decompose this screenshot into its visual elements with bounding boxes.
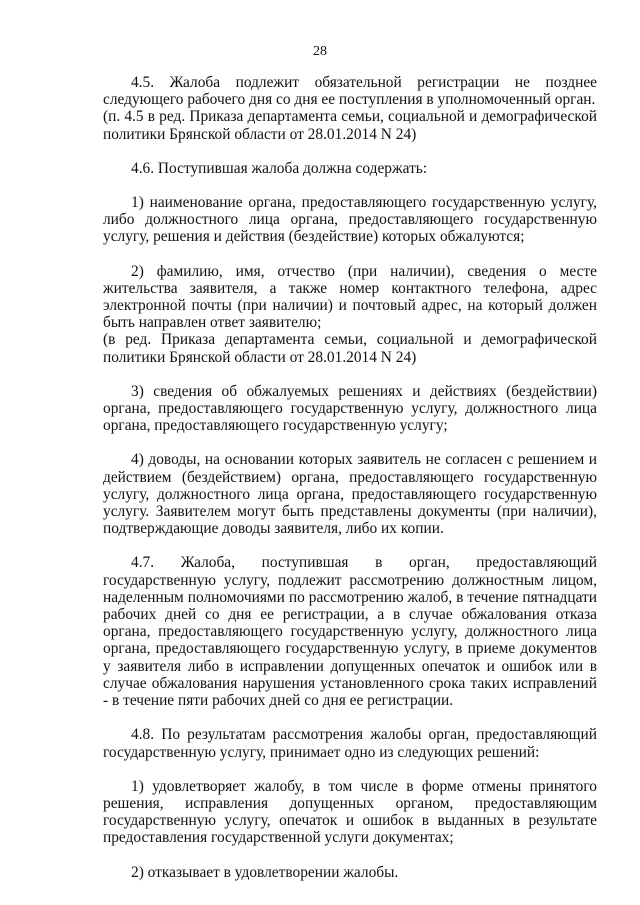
document-body <box>103 74 597 881</box>
list-item-1: 1) наименование органа, предоставляющего государственную услугу, либо должностного лица органа, предоставляющего государственную услугу, решения и действия (бездействие) которых обжалуются; <box>103 194 597 246</box>
paragraph-4-7: 4.7. Жалоба, поступившая в орган, предоставляющий государственную услугу, подлежит рассмотрению должностным лицом, наделенным полномочиями по рассмотрению жалоб, в течение пятнадцати рабочих дней со дня ее регистрации, а в случае обжалования отказа органа, предоставляющего государственную услугу, должностного лица органа, предоставляющего государственную услугу, в приеме документов у заявителя либо в исправлении допущенных опечаток и ошибок или в случае обжалования нарушения установленного срока таких исправлений - в течение пяти рабочих дней со дня ее регистрации. <box>103 554 597 710</box>
paragraph-4-6: 4.6. Поступившая жалоба должна содержать: <box>131 159 428 177</box>
amendment-note-4-5: (п. 4.5 в ред. Приказа департамента семьи, социальной и демографической политики Брянской области от 28.01.2014 N 24) <box>103 108 597 143</box>
list-item-2: 2) фамилию, имя, отчество (при наличии), сведения о месте жительства заявителя, а также номер контактного телефона, адрес электронной почты (при наличии) и почтовый адрес, на который должен быть направлен ответ заявителю; <box>103 262 597 332</box>
paragraph-4-8: 4.8. По результатам рассмотрения жалобы орган, предоставляющий государственную услугу, принимает одно из следующих решений: <box>103 726 597 761</box>
decision-item-1: 1) удовлетворяет жалобу, в том числе в форме отмены принятого решения, исправления допущенных органом, предоставляющим государственную услугу, опечаток и ошибок в выданных в результате предоставления государственной услуги документах; <box>103 777 597 847</box>
page-number: 28 <box>313 44 327 59</box>
paragraph-4-5: 4.5. Жалоба подлежит обязательной регистрации не позднее следующего рабочего дня со дня ее поступления в уполномоченный орган. <box>103 74 597 109</box>
decision-item-2: 2) отказывает в удовлетворении жалобы. <box>131 863 399 881</box>
list-item-4: 4) доводы, на основании которых заявитель не согласен с решением и действием (бездействием) органа, предоставляющего государственную услугу, должностного лица органа, предоставляющего государственную услугу. Заявителем могут быть представлены документы (при наличии), подтверждающие доводы заявителя, либо их копии. <box>103 451 597 538</box>
list-item-3: 3) сведения об обжалуемых решениях и действиях (бездействии) органа, предоставляющего государственную услугу, должностного лица органа, предоставляющего государственную услугу; <box>103 382 597 435</box>
amendment-note-item-2: (в ред. Приказа департамента семьи, социальной и демографической политики Брянской области от 28.01.2014 N 24) <box>103 331 597 366</box>
